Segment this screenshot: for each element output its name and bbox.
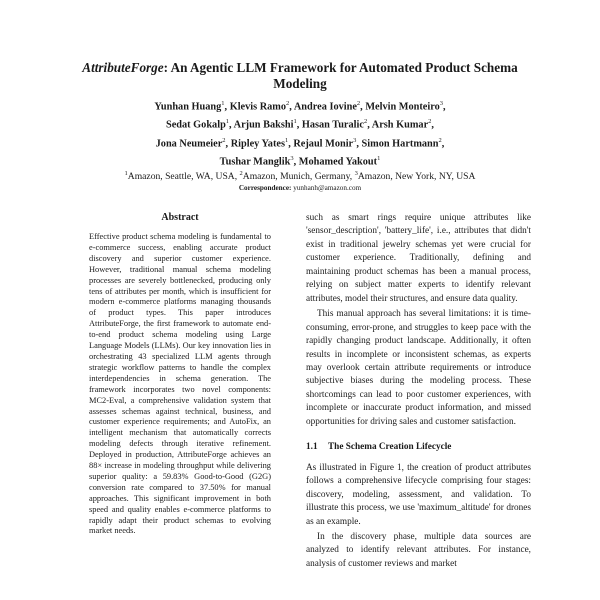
author-name: Andrea Iovine (293, 101, 357, 113)
author-affiliation-mark: 1 (293, 118, 297, 126)
author-name: Jona Neumeier (155, 138, 223, 150)
title-rest: : An Agentic LLM Framework for Automated Product Schema Modeling (163, 60, 518, 91)
author-affiliation-mark: 1 (225, 118, 230, 126)
author-affiliation-mark: 2 (222, 136, 226, 144)
affiliation-number: 2 (239, 170, 243, 177)
abstract-text: Effective product schema modeling is fundamental to e-commerce success, enabling accurate product discovery and superior customer experience. However, traditional manual schema modeling processes are severely bottlenecked, producing only tens of attributes per month, which is insufficient for modern e-commerce platforms managing thousands of product types. This paper introduces AttributeForge, the first framework to automate end-to-end product schema modeling using Large Language Models (LLMs). Our key innovation lies in orchestrating 43 specialized LLM agents through strategic workflow patterns to handle the complex interdependencies in schema generation. The framework incorporates two novel components: MC2-Eval, a comprehensive validation system that assesses schemas against technical, business, and customer experience requirements; and AutoFix, an intelligent mechanism that automatically corrects modeling defects through iterative refinement. Deployed in production, AttributeForge achieves an 88× increase in modeling throughput while delivering superior quality: a 59.83% Good-to-Good (G2G) conversion rate compared to 37.50% for manual approaches. This significant improvement in both speed and quality enables e-commerce platforms to rapidly adapt their product schemas to evolving market needs. (89, 232, 271, 536)
author-name: Arjun Bakshi (233, 119, 294, 131)
author-name: Melvin Monteiro (365, 101, 440, 113)
section-title: The Schema Creation Lifecycle (328, 442, 452, 453)
author-name: Mohamed Yakout (298, 156, 378, 168)
author-name: Sedat Gokalp (166, 119, 226, 131)
title-italic-part: AttributeForge (82, 60, 164, 75)
left-column (89, 212, 271, 537)
author-affiliation-mark: 3 (290, 155, 294, 163)
author-name: Yunhan Huang (154, 101, 222, 113)
author-affiliation-mark: 3 (353, 136, 357, 144)
author-name: Ripley Yates (230, 138, 285, 150)
correspondence-label: Correspondence: (238, 184, 292, 192)
author-affiliation-mark: 1 (284, 136, 289, 144)
author-name: Tushar Manglik (219, 156, 291, 168)
abstract-heading: Abstract (161, 212, 199, 223)
author-affiliation-mark: 1 (377, 155, 381, 163)
affiliation-text: Amazon, Munich, Germany, (242, 171, 355, 183)
author-affiliation-mark: 2 (363, 118, 368, 126)
author-name: Hasan Turalic (301, 119, 364, 131)
affiliation-number: 3 (354, 170, 358, 177)
author-affiliation-mark: 2 (428, 118, 432, 126)
affiliation-text: Amazon, New York, NY, USA (357, 171, 476, 183)
body-paragraph: This manual approach has several limitations: it is time-consuming, error-prone, and struggles to keep pace with the rapidly changing product landscape. Additionally, it often results in incomplete or inconsistent schemas, as experts may overlook certain attribute requirements or introduce subjective biases during the modeling process. These shortcomings can lead to poor customer experiences, with incomplete or inaccurate product information, and missed opportunities for driving sales and customer satisfaction. (306, 309, 531, 427)
body-paragraph: As illustrated in Figure 1, the creation of product attributes follows a comprehensive lifecycle comprising four stages: discovery, modeling, assessment, and validation. To illustrate this process, we use 'maximum_altitude' for drones as an example. (306, 462, 531, 527)
affiliation-number: 1 (124, 170, 128, 177)
correspondence (40, 183, 560, 193)
right-column (306, 212, 531, 571)
author-list: Yunhan Huang$^1$, Klevis Ramo$^2$, Andrea Iovine$^2$, Melvin Monteiro$^3$, Sedat Gokalp$^1$, Arjun Bakshi$^1$, Hasan Turalic$^2$, Arsh Kumar$^2$, Jona Neumeier$^2$, Ripley Yates$^1$, Rejaul Monir$^3$, Simon Hartmann$^2$, Tushar Manglik$^3$, Mohamed Yakout$^1$ (154, 100, 446, 168)
author-affiliation-mark: 1 (221, 100, 225, 107)
author-name: Rejaul Monir (293, 138, 354, 150)
author-name: Klevis Ramo (229, 101, 287, 113)
paper-title (60, 60, 540, 92)
author-affiliation-mark: 2 (438, 136, 442, 144)
author-name: Arsh Kumar (371, 119, 429, 131)
body-paragraph: In the discovery phase, multiple data sources are analyzed to identify relevant attributes. For instance, analysis of customer reviews and market (306, 531, 531, 569)
section-heading (306, 441, 531, 454)
author-affiliation-mark: 3 (439, 100, 444, 107)
author-affiliation-mark: 2 (286, 100, 290, 107)
correspondence-email: yunhanh@amazon.com (293, 184, 362, 192)
body-paragraph: such as smart rings require unique attributes like 'sensor_description', 'battery_life', i.e., attributes that didn't exist in traditional jewelry schemas yet were crucial for customer experience. Traditionally, defining and maintaining product schemas has been a manual process, relying on subject matter experts to identify relevant attributes, model their structures, and ensure data quality. (306, 213, 531, 304)
section-number: 1.1 (306, 442, 318, 453)
author-affiliation-mark: 2 (356, 100, 361, 107)
affiliations (40, 168, 560, 183)
author-name: Simon Hartmann (361, 138, 439, 150)
affiliation-text: Amazon, Seattle, WA, USA, (127, 171, 240, 183)
